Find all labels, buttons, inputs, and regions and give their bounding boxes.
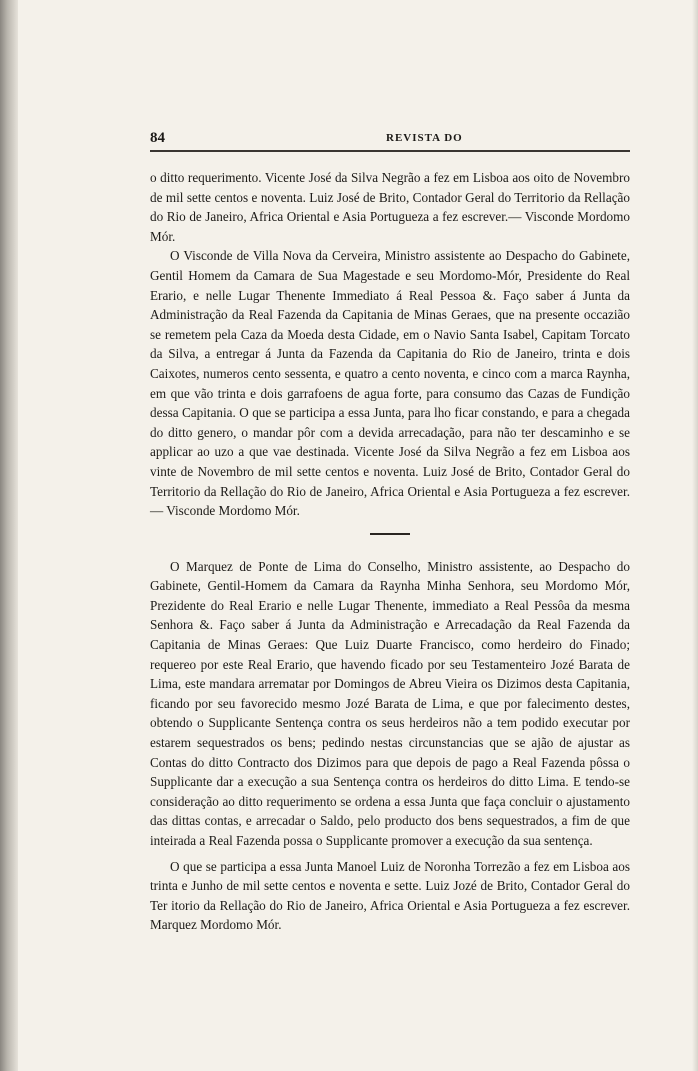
header-rule <box>150 150 630 152</box>
paragraph-visconde-letter: O Visconde de Villa Nova da Cerveira, Ministro assistente ao Despacho do Gabinete, Gentil Homem da Camara de Sua Magestade e seu Mordomo-Mór, Presidente do Real Erario, e nelle Lugar Thenente Immediato á Real Pessoa &. Faço saber á Junta da Administração da Real Fazenda da Capitania de Minas Geraes, que na presente occazião se remetem pela Caza da Moeda desta Cidade, em o Navio Santa Isabel, Capitam Torcato da Silva, a entregar á Junta da Fazenda da Capitania do Rio de Janeiro, trinta e dois Caixotes, numeros cento sessenta, e quatro a cento noventa, e cinco com a marca Raynha, em que vão trinta e dois garrafoens de agua forte, para consumo das Cazas de Fundição dessa Capitania. O que se participa a essa Junta, para lho ficar constando, e para a chegada do ditto genero, o mandar pôr com a devida arrecadação, para não ter descaminho e se applicar ao uzo a que vae destinada. Vicente José da Silva Negrão a fez em Lisboa aos vinte de Novembro de mil sette centos e noventa. Luiz José de Brito, Contador Geral do Territorio da Rellação do Rio de Janeiro, Africa Oriental e Asia Portugueza a fez escrever.— Visconde Mordomo Mór. <box>150 248 630 519</box>
paragraph-continuation: o ditto requerimento. Vicente José da Silva Negrão a fez em Lisboa aos oito de Novembro de mil sette centos e noventa. Luiz José de Brito, Contador Geral do Territorio da Rellação do Rio de Janeiro, Africa Oriental e Asia Portugueza a fez escrever.— Visconde Mordomo Mór. <box>150 170 630 244</box>
section-divider <box>370 533 410 535</box>
document-body <box>150 168 630 935</box>
paragraph-closing: O que se participa a essa Junta Manoel Luiz de Noronha Torrezão a fez em Lisboa aos trinta e Junho de mil sette centos e noventa e sette. Luiz Jozé de Brito, Contador Geral do Ter itorio da Rellação do Rio de Janeiro, Africa Oriental e Asia Portugueza a fez escrever. Marquez Mordomo Mór. <box>150 858 630 933</box>
page-edge <box>692 0 698 1071</box>
page-binding-shadow <box>0 0 18 1071</box>
page-number: 84 <box>150 130 165 146</box>
paragraph-marquez-letter: O Marquez de Ponte de Lima do Conselho, Ministro assistente, ao Despacho do Gabinete, Gentil-Homem da Camara da Raynha Minha Senhora, seu Mordomo Mór, Prezidente do Real Erario e nelle Lugar Thenente, immediato a Real Pessôa da mesma Senhora &. Faço saber á Junta da Administração e Arrecadação da Real Fazenda da Capitania de Minas Geraes: Que Luiz Duarte Francisco, como herdeiro do Finado; requereo por este Real Erario, que havendo ficado por seu Testamenteiro Jozé Barata de Lima, este mandara arrematar por Domingos de Abreu Vieira os Dizimos desta Capitania, ficando por seu favorecido mesmo Jozé Barata de Lima, e que por falecimento destes, obtendo o Supplicante Sentença contra os seus herdeiros não a tem podido executar por estarem sequestrados os bens; pedindo nestas circunstancias que se ajão de ajustar as Contas do ditto Contracto dos Dizimos para que depois de pago a Real Fazenda pôssa o Supplicante dar a execução a sua Sentença contra os herdeiros do ditto Lima. E tendo-se consideração ao ditto requerimento se ordena a essa Junta que faça concluir o ajustamento das dittas contas, e arrecadar o Saldo, pelo producto dos bens sequestrados, a fim de que inteirada a Real Fazenda possa o Supplicante promover a execução da sua sentença. <box>150 558 630 848</box>
page-header <box>150 130 630 150</box>
running-head: REVISTA DO <box>386 132 463 144</box>
